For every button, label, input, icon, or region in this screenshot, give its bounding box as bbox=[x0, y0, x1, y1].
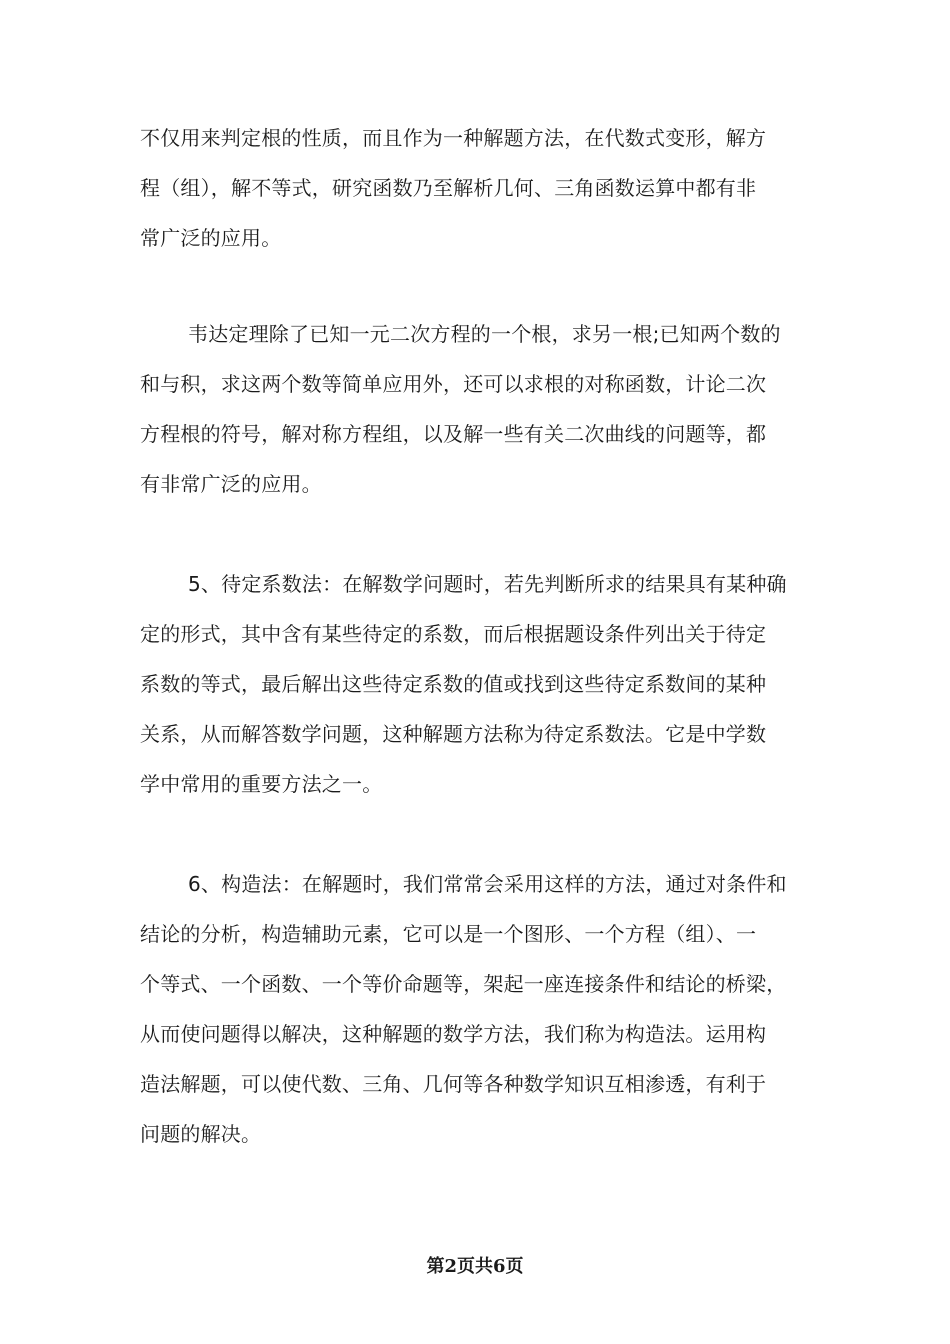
paragraph-1-line-3: 常广泛的应用。 bbox=[140, 226, 282, 250]
page-number-footer: 第2页共6页 bbox=[426, 1256, 524, 1277]
paragraph-3-line-4: 关系，从而解答数学问题，这种解题方法称为待定系数法。它是中学数 bbox=[140, 722, 767, 746]
paragraph-3-line-1: 5、待定系数法：在解数学问题时，若先判断所求的结果具有某种确 bbox=[188, 572, 787, 596]
paragraph-4-line-6: 问题的解决。 bbox=[140, 1122, 262, 1146]
paragraph-4-line-2: 结论的分析，构造辅助元素，它可以是一个图形、一个方程（组）、一 bbox=[140, 922, 757, 946]
paragraph-2-line-1: 韦达定理除了已知一元二次方程的一个根，求另一根;已知两个数的 bbox=[188, 322, 781, 346]
paragraph-3-line-3: 系数的等式，最后解出这些待定系数的值或找到这些待定系数间的某种 bbox=[140, 672, 767, 696]
paragraph-3-line-5: 学中常用的重要方法之一。 bbox=[140, 772, 383, 796]
paragraph-4-line-5: 造法解题，可以使代数、三角、几何等各种数学知识互相渗透，有利于 bbox=[140, 1072, 767, 1096]
paragraph-1-line-1: 不仅用来判定根的性质，而且作为一种解题方法，在代数式变形，解方 bbox=[140, 126, 767, 150]
paragraph-2-line-4: 有非常广泛的应用。 bbox=[140, 472, 322, 496]
paragraph-4-line-1: 6、构造法：在解题时，我们常常会采用这样的方法，通过对条件和 bbox=[188, 872, 787, 896]
paragraph-4-line-4: 从而使问题得以解决，这种解题的数学方法，我们称为构造法。运用构 bbox=[140, 1022, 767, 1046]
paragraph-2-line-2: 和与积，求这两个数等简单应用外，还可以求根的对称函数，计论二次 bbox=[140, 372, 767, 396]
paragraph-3-line-2: 定的形式，其中含有某些待定的系数，而后根据题设条件列出关于待定 bbox=[140, 622, 767, 646]
paragraph-4-line-3: 个等式、一个函数、一个等价命题等，架起一座连接条件和结论的桥梁， bbox=[140, 972, 787, 996]
paragraph-2-line-3: 方程根的符号，解对称方程组，以及解一些有关二次曲线的问题等，都 bbox=[140, 422, 767, 446]
paragraph-1-line-2: 程（组），解不等式，研究函数乃至解析几何、三角函数运算中都有非 bbox=[140, 176, 757, 200]
